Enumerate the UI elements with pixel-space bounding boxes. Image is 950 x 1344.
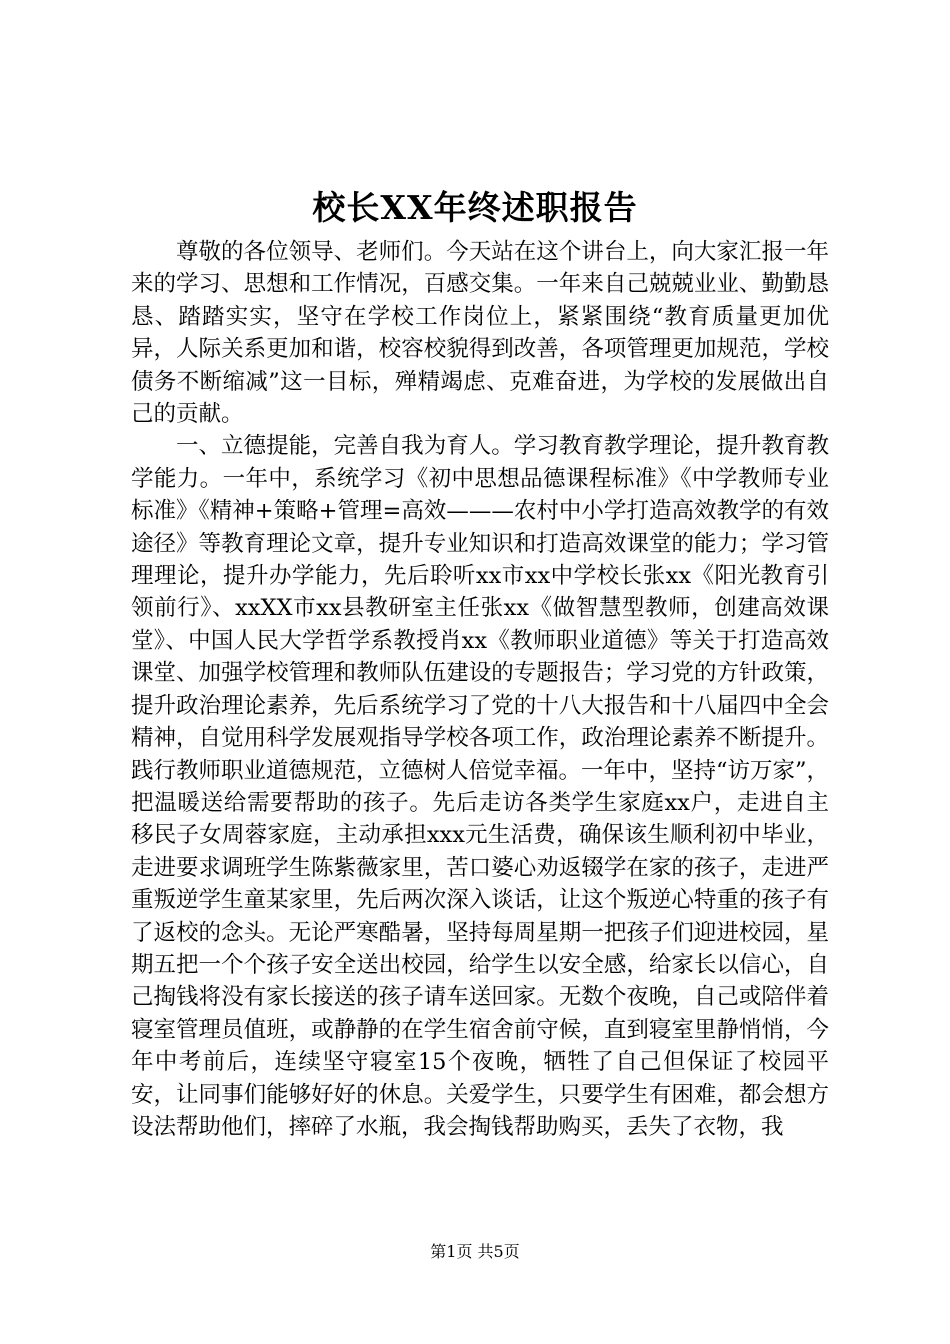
document-body bbox=[131, 236, 829, 1143]
page-number-footer: 第1页 共5页 bbox=[430, 1242, 520, 1261]
paragraph-intro: 尊敬的各位领导、老师们。今天站在这个讲台上，向大家汇报一年来的学习、思想和工作情况，百感交集。一年来自己兢兢业业、勤勤恳恳、踏踏实实，坚守在学校工作岗位上，紧紧围绕“教育质量更加优异，人际关系更加和谐，校容校貌得到改善，各项管理更加规范，学校债务不断缩减”这一目标，殚精竭虑、克难奋进，为学校的发展做出自己的贡献。 bbox=[131, 239, 829, 428]
paragraph-section-one: 一、立德提能，完善自我为育人。学习教育教学理论，提升教育教学能力。一年中，系统学习《初中思想品德课程标准》《中学教师专业标准》《精神+策略+管理=高效———农村中小学打造高效教学的有效途径》等教育理论文章，提升专业知识和打造高效课堂的能力；学习管理理论，提升办学能力，先后聆听xx市xx中学校长张xx《阳光教育引领前行》、xxXX市xx县教研室主任张xx《做智慧型教师，创建高效课堂》、中国人民大学哲学系教授肖xx《教师职业道德》等关于打造高效课堂、加强学校管理和教师队伍建设的专题报告；学习党的方针政策，提升政治理论素养，先后系统学习了党的十八大报告和十八届四中全会精神，自觉用科学发展观指导学校各项工作，政治理论素养不断提升。践行教师职业道德规范，立德树人倍觉幸福。一年中，坚持“访万家”，把温暖送给需要帮助的孩子。先后走访各类学生家庭xx户，走进自主移民子女周蓉家庭，主动承担xxx元生活费，确保该生顺利初中毕业，走进要求调班学生陈紫薇家里，苦口婆心劝返辍学在家的孩子，走进严重叛逆学生童某家里，先后两次深入谈话，让这个叛逆心特重的孩子有了返校的念头。无论严寒酷暑，坚持每周星期一把孩子们迎进校园，星期五把一个个孩子安全送出校园，给学生以安全感，给家长以信心，自己掏钱将没有家长接送的孩子请车送回家。无数个夜晚，自己或陪伴着寝室管理员值班，或静静的在学生宿舍前守候，直到寝室里静悄悄，今年中考前后，连续坚守寝室15个夜晚，牺牲了自己但保证了校园平安，让同事们能够好好的休息。关爱学生，只要学生有困难，都会想方设法帮助他们，摔碎了水瓶，我会掏钱帮助购买，丢失了衣物，我 bbox=[131, 433, 830, 1140]
document-title: 校长XX年终述职报告 bbox=[312, 188, 638, 227]
